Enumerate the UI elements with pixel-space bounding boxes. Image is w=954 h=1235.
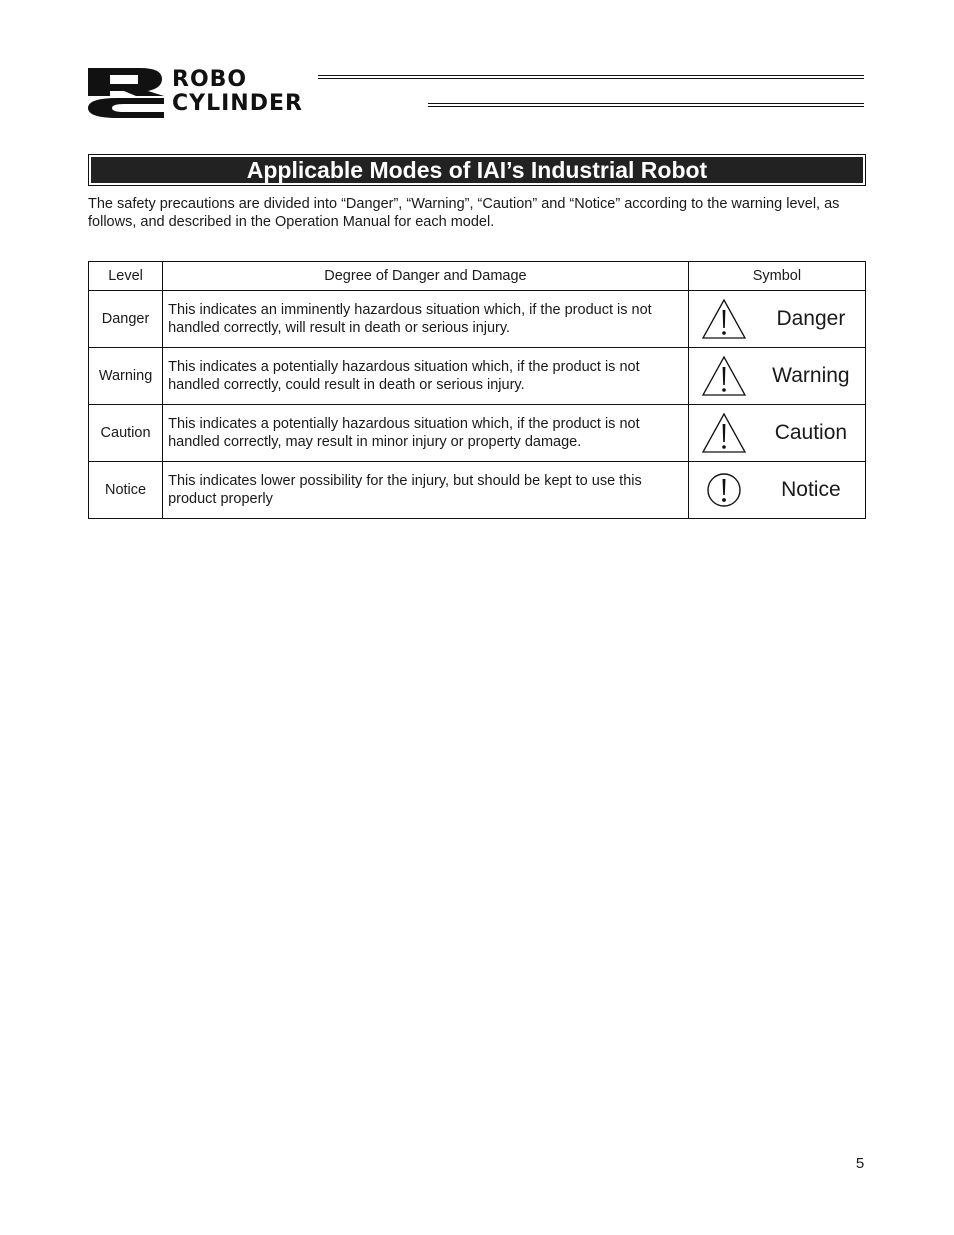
header-rule	[318, 78, 864, 79]
description-cell: This indicates a potentially hazardous situation which, if the product is not handled correctly, could result in death or serious injury.	[163, 348, 689, 405]
exclamation-circle-icon	[701, 469, 747, 511]
robo-cylinder-logo	[88, 66, 868, 120]
section-title: Applicable Modes of IAI’s Industrial Robot	[91, 157, 863, 183]
symbol-label: Danger	[776, 307, 846, 330]
rc-logo-mark-icon	[88, 66, 166, 118]
danger-levels-table	[88, 261, 866, 519]
symbol-label: Caution	[774, 421, 848, 444]
symbol-label: Notice	[781, 478, 841, 501]
description-cell: This indicates lower possibility for the injury, but should be kept to use this product properly	[163, 462, 689, 519]
section-title-bar	[88, 154, 866, 186]
table-row	[89, 405, 866, 462]
table-row	[89, 462, 866, 519]
header-symbol: Symbol	[688, 262, 865, 291]
warning-triangle-icon	[701, 412, 747, 454]
table-header-row	[89, 262, 866, 291]
header-degree: Degree of Danger and Damage	[163, 262, 689, 291]
header-level: Level	[89, 262, 163, 291]
level-cell: Warning	[89, 348, 163, 405]
level-cell: Notice	[89, 462, 163, 519]
header-rule	[428, 103, 864, 104]
table-row	[89, 348, 866, 405]
symbol-cell	[688, 405, 865, 462]
warning-triangle-icon	[701, 298, 747, 340]
symbol-cell	[688, 291, 865, 348]
page-number: 5	[855, 1155, 865, 1172]
level-cell: Caution	[89, 405, 163, 462]
description-cell: This indicates an imminently hazardous situation which, if the product is not handled correctly, will result in death or serious injury.	[163, 291, 689, 348]
table-row	[89, 291, 866, 348]
header-rule	[428, 106, 864, 107]
logo-text-robo: ROBO	[172, 67, 248, 92]
warning-triangle-icon	[701, 355, 747, 397]
header-rule	[318, 75, 864, 76]
logo-text-cylinder: CYLINDER	[172, 91, 303, 116]
level-cell: Danger	[89, 291, 163, 348]
symbol-cell	[688, 348, 865, 405]
symbol-cell	[688, 462, 865, 519]
description-cell: This indicates a potentially hazardous situation which, if the product is not handled correctly, may result in minor injury or property damage.	[163, 405, 689, 462]
intro-paragraph: The safety precautions are divided into “Danger”, “Warning”, “Caution” and “Notice” according to the warning level, as follows, and described in the Operation Manual for each model.	[88, 196, 840, 230]
symbol-label: Warning	[772, 364, 850, 387]
